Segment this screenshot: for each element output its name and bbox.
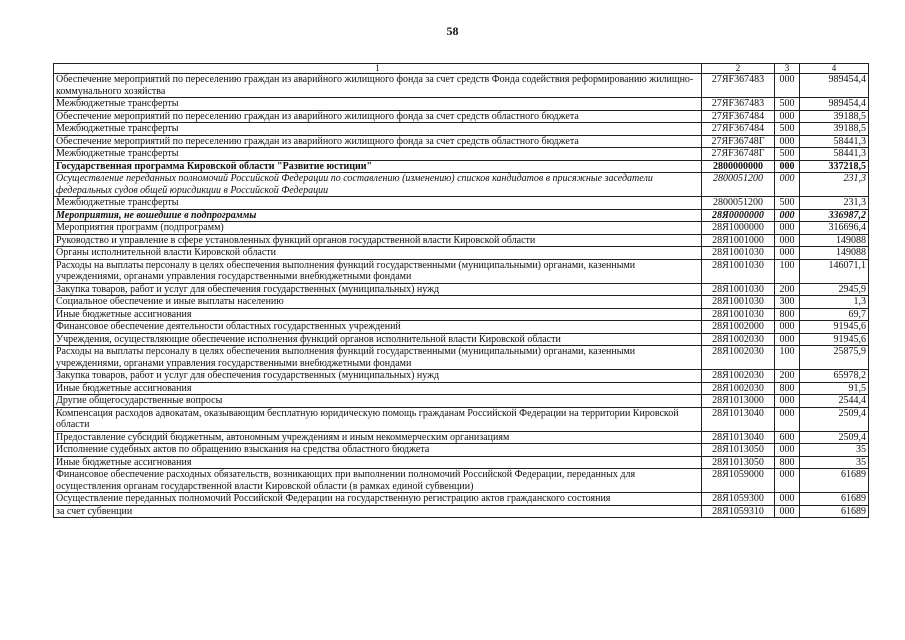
row-kind-cell: 000 (775, 173, 800, 197)
row-name-cell: Закупка товаров, работ и услуг для обеспечения государственных (муниципальных) нужд (54, 370, 702, 383)
row-name-cell: Мероприятия, не вошедшие в подпрограммы (54, 209, 702, 222)
row-code-cell: 27ЯF36748Г (702, 135, 775, 148)
row-name-cell: Учреждения, осуществляющие обеспечение исполнения функций органов исполнительной власти Кировской области (54, 333, 702, 346)
row-kind-cell: 000 (775, 395, 800, 408)
table-row (54, 505, 869, 518)
row-name-cell: Руководство и управление в сфере установленных функций органов государственной власти Кировской области (54, 234, 702, 247)
row-name-cell: Исполнение судебных актов по обращению взыскания на средства областного бюджета (54, 444, 702, 457)
row-kind-cell: 000 (775, 407, 800, 431)
row-amount-cell: 91945,6 (800, 321, 869, 334)
row-amount-cell: 61689 (800, 505, 869, 518)
row-amount-cell: 316696,4 (800, 222, 869, 235)
row-kind-cell: 800 (775, 456, 800, 469)
table-row (54, 431, 869, 444)
row-code-cell: 28Я1059300 (702, 493, 775, 506)
row-name-cell: Государственная программа Кировской области "Развитие юстиции" (54, 160, 702, 173)
row-amount-cell: 61689 (800, 469, 869, 493)
row-code-cell: 28Я1059310 (702, 505, 775, 518)
row-amount-cell: 39188,5 (800, 123, 869, 136)
row-name-cell: Иные бюджетные ассигнования (54, 382, 702, 395)
row-code-cell: 28Я1013050 (702, 456, 775, 469)
row-kind-cell: 000 (775, 74, 800, 98)
row-code-cell: 28Я0000000 (702, 209, 775, 222)
row-amount-cell: 58441,3 (800, 148, 869, 161)
row-kind-cell: 000 (775, 333, 800, 346)
row-kind-cell: 100 (775, 259, 800, 283)
row-kind-cell: 100 (775, 346, 800, 370)
row-name-cell: Обеспечение мероприятий по переселению граждан из аварийного жилищного фонда за счет средств областного бюджета (54, 110, 702, 123)
row-code-cell: 27ЯF367483 (702, 74, 775, 98)
row-code-cell: 28Я1000000 (702, 222, 775, 235)
table-header-row (54, 64, 869, 74)
row-kind-cell: 000 (775, 234, 800, 247)
row-code-cell: 28Я1001030 (702, 296, 775, 309)
row-name-cell: Социальное обеспечение и иные выплаты населению (54, 296, 702, 309)
row-amount-cell: 989454,4 (800, 98, 869, 111)
row-amount-cell: 336987,2 (800, 209, 869, 222)
row-code-cell: 2800000000 (702, 160, 775, 173)
row-code-cell: 28Я1013040 (702, 431, 775, 444)
table-row (54, 160, 869, 173)
table-row (54, 407, 869, 431)
row-name-cell: Осуществление переданных полномочий Российской Федерации на государственную регистрацию актов гражданского состояния (54, 493, 702, 506)
row-name-cell: Предоставление субсидий бюджетным, автономным учреждениям и иным некоммерческим организациям (54, 431, 702, 444)
row-name-cell: Межбюджетные трансферты (54, 197, 702, 210)
row-kind-cell: 500 (775, 148, 800, 161)
budget-table (53, 63, 869, 518)
row-code-cell: 28Я1002030 (702, 370, 775, 383)
table-row (54, 123, 869, 136)
column-header-name: 1 (54, 64, 702, 74)
row-amount-cell: 69,7 (800, 308, 869, 321)
row-kind-cell: 200 (775, 370, 800, 383)
table-row (54, 148, 869, 161)
row-kind-cell: 000 (775, 110, 800, 123)
row-amount-cell: 2509,4 (800, 407, 869, 431)
row-name-cell: Осуществление переданных полномочий Российской Федерации по составлению (изменению) списков кандидатов в присяжные заседатели федеральных судов общей юрисдикции в Российской Федерации (54, 173, 702, 197)
row-code-cell: 27ЯF367483 (702, 98, 775, 111)
row-kind-cell: 000 (775, 493, 800, 506)
row-kind-cell: 500 (775, 123, 800, 136)
row-amount-cell: 149088 (800, 234, 869, 247)
row-amount-cell: 231,3 (800, 173, 869, 197)
row-amount-cell: 149088 (800, 247, 869, 260)
row-amount-cell: 1,3 (800, 296, 869, 309)
column-header-amount: 4 (800, 64, 869, 74)
row-kind-cell: 000 (775, 321, 800, 334)
table-body (54, 74, 869, 518)
row-kind-cell: 000 (775, 469, 800, 493)
row-kind-cell: 200 (775, 283, 800, 296)
row-kind-cell: 500 (775, 98, 800, 111)
table-row (54, 135, 869, 148)
table-row (54, 456, 869, 469)
row-kind-cell: 500 (775, 197, 800, 210)
row-code-cell: 28Я1002030 (702, 382, 775, 395)
table-row (54, 173, 869, 197)
column-header-kind: 3 (775, 64, 800, 74)
row-kind-cell: 300 (775, 296, 800, 309)
table-row (54, 370, 869, 383)
row-amount-cell: 2544,4 (800, 395, 869, 408)
table-row (54, 395, 869, 408)
row-amount-cell: 61689 (800, 493, 869, 506)
row-code-cell: 28Я1001030 (702, 283, 775, 296)
table-row (54, 321, 869, 334)
row-name-cell: Межбюджетные трансферты (54, 148, 702, 161)
row-name-cell: Другие общегосударственные вопросы (54, 395, 702, 408)
table-row (54, 382, 869, 395)
row-kind-cell: 800 (775, 308, 800, 321)
row-name-cell: Иные бюджетные ассигнования (54, 308, 702, 321)
row-code-cell: 28Я1002030 (702, 333, 775, 346)
row-amount-cell: 989454,4 (800, 74, 869, 98)
table-row (54, 493, 869, 506)
row-code-cell: 28Я1002000 (702, 321, 775, 334)
row-code-cell: 27ЯF367484 (702, 110, 775, 123)
row-kind-cell: 000 (775, 444, 800, 457)
row-kind-cell: 000 (775, 247, 800, 260)
row-amount-cell: 91945,6 (800, 333, 869, 346)
row-name-cell: Финансовое обеспечение деятельности областных государственных учреждений (54, 321, 702, 334)
table-row (54, 444, 869, 457)
row-amount-cell: 25875,9 (800, 346, 869, 370)
table-row (54, 283, 869, 296)
table-row (54, 110, 869, 123)
row-kind-cell: 000 (775, 209, 800, 222)
row-code-cell: 27ЯF367484 (702, 123, 775, 136)
row-name-cell: Органы исполнительной власти Кировской области (54, 247, 702, 260)
table-row (54, 74, 869, 98)
row-kind-cell: 000 (775, 222, 800, 235)
row-name-cell: Иные бюджетные ассигнования (54, 456, 702, 469)
table-row (54, 296, 869, 309)
row-amount-cell: 2509,4 (800, 431, 869, 444)
row-amount-cell: 35 (800, 456, 869, 469)
row-kind-cell: 600 (775, 431, 800, 444)
row-amount-cell: 2945,9 (800, 283, 869, 296)
row-amount-cell: 91,5 (800, 382, 869, 395)
row-kind-cell: 000 (775, 160, 800, 173)
row-code-cell: 2800051200 (702, 173, 775, 197)
table-row (54, 308, 869, 321)
row-code-cell: 28Я1001030 (702, 308, 775, 321)
row-amount-cell: 337218,5 (800, 160, 869, 173)
row-code-cell: 27ЯF36748Г (702, 148, 775, 161)
row-name-cell: Обеспечение мероприятий по переселению граждан из аварийного жилищного фонда за счет средств Фонда содействия реформированию жилищно-коммунального хозяйства (54, 74, 702, 98)
row-kind-cell: 800 (775, 382, 800, 395)
row-name-cell: Межбюджетные трансферты (54, 123, 702, 136)
row-amount-cell: 58441,3 (800, 135, 869, 148)
row-amount-cell: 39188,5 (800, 110, 869, 123)
row-code-cell: 28Я1013040 (702, 407, 775, 431)
table-row (54, 346, 869, 370)
row-code-cell: 28Я1013000 (702, 395, 775, 408)
table-row (54, 222, 869, 235)
table-row (54, 333, 869, 346)
row-name-cell: Обеспечение мероприятий по переселению граждан из аварийного жилищного фонда за счет средств областного бюджета (54, 135, 702, 148)
row-code-cell: 28Я1001000 (702, 234, 775, 247)
row-name-cell: Закупка товаров, работ и услуг для обеспечения государственных (муниципальных) нужд (54, 283, 702, 296)
row-code-cell: 28Я1013050 (702, 444, 775, 457)
page-number: 58 (446, 24, 459, 38)
table-row (54, 469, 869, 493)
table-row (54, 197, 869, 210)
table-row (54, 209, 869, 222)
row-code-cell: 28Я1001030 (702, 247, 775, 260)
row-amount-cell: 65978,2 (800, 370, 869, 383)
row-name-cell: Расходы на выплаты персоналу в целях обеспечения выполнения функций государственными (муниципальными) органами, казенными учреждениями, органами управления государственными внебюджетными фондами (54, 259, 702, 283)
row-code-cell: 2800051200 (702, 197, 775, 210)
table-row (54, 259, 869, 283)
row-code-cell: 28Я1059000 (702, 469, 775, 493)
row-code-cell: 28Я1001030 (702, 259, 775, 283)
row-name-cell: Межбюджетные трансферты (54, 98, 702, 111)
table-row (54, 98, 869, 111)
row-code-cell: 28Я1002030 (702, 346, 775, 370)
row-amount-cell: 146071,1 (800, 259, 869, 283)
row-kind-cell: 000 (775, 135, 800, 148)
row-name-cell: Расходы на выплаты персоналу в целях обеспечения выполнения функций государственными (муниципальными) органами, казенными учреждениями, органами управления государственными внебюджетными фондами (54, 346, 702, 370)
row-name-cell: за счет субвенции (54, 505, 702, 518)
table-row (54, 247, 869, 260)
row-name-cell: Компенсация расходов адвокатам, оказывающим бесплатную юридическую помощь гражданам Российской Федерации на территории Кировской области (54, 407, 702, 431)
table-row (54, 234, 869, 247)
row-name-cell: Финансовое обеспечение расходных обязательств, возникающих при выполнении полномочий Российской Федерации, переданных для осуществления органам государственной власти Кировской области (в рамках единой субвенции) (54, 469, 702, 493)
row-amount-cell: 35 (800, 444, 869, 457)
row-kind-cell: 000 (775, 505, 800, 518)
row-name-cell: Мероприятия программ (подпрограмм) (54, 222, 702, 235)
row-amount-cell: 231,3 (800, 197, 869, 210)
column-header-code: 2 (702, 64, 775, 74)
